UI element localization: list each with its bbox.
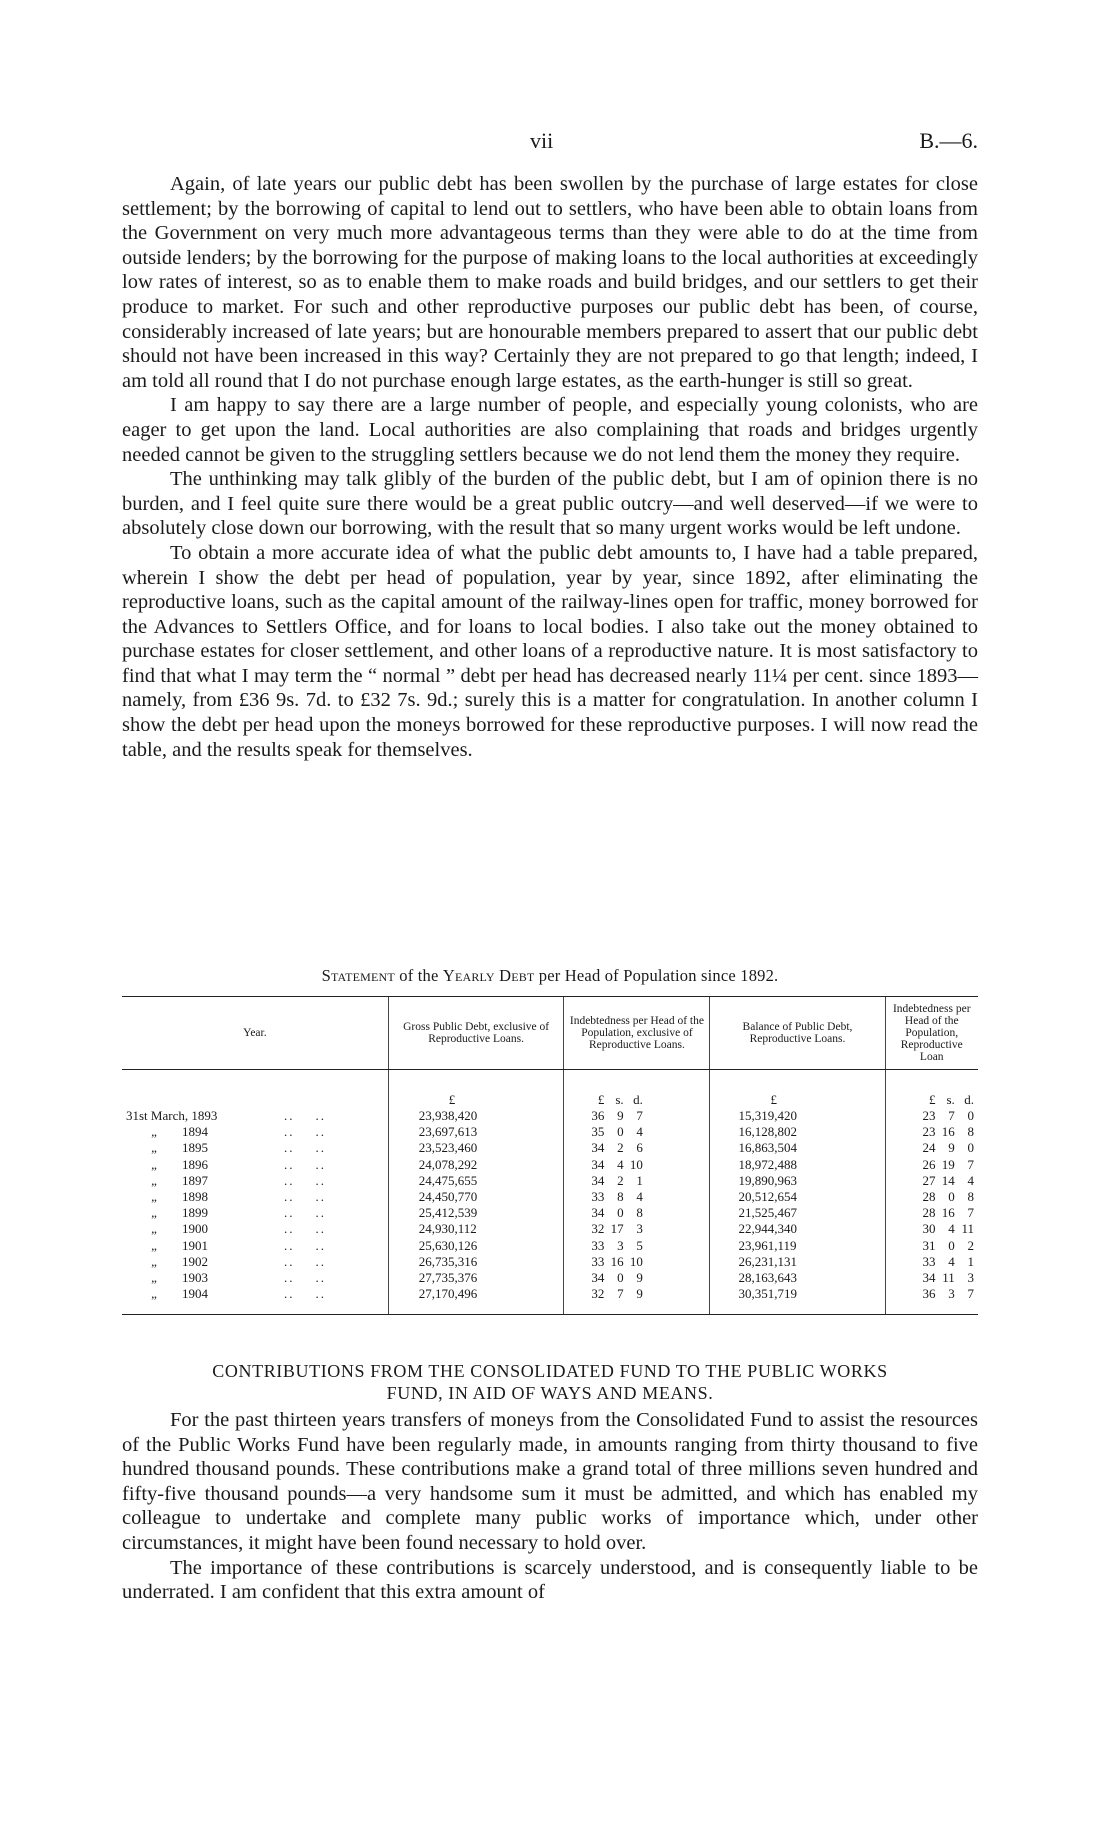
table-units-row [122, 1092, 978, 1108]
cell-indebtedness-reproductive: 30 4 11 [885, 1221, 978, 1237]
cell-year: „ 1903 .. .. [151, 1269, 326, 1285]
table-row [122, 1270, 978, 1286]
cell-balance: 16,128,802 [710, 1124, 885, 1140]
table-row [122, 1108, 978, 1124]
cell-indebtedness-reproductive: 28 0 8 [885, 1189, 978, 1205]
cell-indebtedness: 33 3 5 [564, 1238, 710, 1254]
table-header-row [122, 997, 978, 1070]
section-heading: CONTRIBUTIONS FROM THE CONSOLIDATED FUND TO THE PUBLIC WORKS FUND, IN AID OF WAYS AND MEANS. [212, 1361, 888, 1403]
column-header-indebtedness-reproductive: Indebtedness per Head of the Population, Reproductive Loan [885, 997, 978, 1070]
cell-gross-debt: 24,450,770 [388, 1189, 564, 1205]
cell-balance: 26,231,131 [710, 1254, 885, 1270]
cell-balance: 30,351,719 [710, 1286, 885, 1315]
cell-gross-debt: 23,697,613 [388, 1124, 564, 1140]
cell-balance: 19,890,963 [710, 1173, 885, 1189]
cell-indebtedness: 33 16 10 [564, 1254, 710, 1270]
page-number: vii [530, 128, 554, 153]
cell-balance: 23,961,119 [710, 1238, 885, 1254]
cell-indebtedness-reproductive: 34 11 3 [885, 1270, 978, 1286]
unit-label: £ [710, 1092, 885, 1108]
cell-indebtedness: 33 8 4 [564, 1189, 710, 1205]
table-caption: Statement of the Yearly Debt per Head of Population since 1892. [321, 966, 779, 985]
cell-indebtedness: 34 0 8 [564, 1205, 710, 1221]
body-text [122, 172, 978, 762]
table-row [122, 1254, 978, 1270]
cell-gross-debt: 23,938,420 [388, 1108, 564, 1124]
cell-indebtedness: 32 7 9 [564, 1286, 710, 1315]
cell-balance: 20,512,654 [710, 1189, 885, 1205]
cell-gross-debt: 27,170,496 [388, 1286, 564, 1315]
cell-gross-debt: 25,630,126 [388, 1238, 564, 1254]
cell-gross-debt: 23,523,460 [388, 1140, 564, 1156]
cell-indebtedness-reproductive: 31 0 2 [885, 1238, 978, 1254]
cell-year: „ 1897 .. .. [151, 1172, 326, 1188]
cell-balance: 21,525,467 [710, 1205, 885, 1221]
paragraph: I am happy to say there are a large number of people, and especially young colonists, who are eager to get upon the land. Local authorities are also complaining that roads and bridges urgently needed cannot be given to the struggling settlers because we do not lend them the money they require. [122, 394, 978, 466]
cell-gross-debt: 27,735,376 [388, 1270, 564, 1286]
paragraph: For the past thirteen years transfers of moneys from the Consolidated Fund to assist the resources of the Public Works Fund have been regularly made, in amounts ranging from thirty thousand to five hundred thousand pounds. These contributions make a grand total of three millions seven hundred and fifty-five thousand pounds—a very handsome sum it must be admitted, and which has enabled my colleague to undertake and complete many public works of importance which, under other circumstances, it might have been found necessary to hold over. [122, 1409, 978, 1554]
column-header-balance: Balance of Public Debt, Reproductive Loans. [710, 997, 885, 1070]
cell-year: „ 1899 .. .. [151, 1205, 326, 1221]
cell-gross-debt: 26,735,316 [388, 1254, 564, 1270]
cell-year: „ 1896 .. .. [151, 1156, 326, 1172]
cell-year: „ 1895 .. .. [151, 1140, 326, 1156]
table-row [122, 1221, 978, 1237]
cell-balance: 18,972,488 [710, 1157, 885, 1173]
debt-table [122, 996, 978, 1315]
cell-year: „ 1898 .. .. [151, 1189, 326, 1205]
unit-label: £ [388, 1092, 564, 1108]
cell-year: „ 1904 .. .. [122, 1286, 388, 1315]
cell-gross-debt: 24,475,655 [388, 1173, 564, 1189]
cell-gross-debt: 24,930,112 [388, 1221, 564, 1237]
paragraph: The importance of these contributions is scarcely understood, and is consequently liable to be underrated. I am confident that this extra amount of [122, 1556, 978, 1604]
unit-label: £ s. d. [885, 1092, 978, 1108]
table-row [122, 1238, 978, 1254]
cell-gross-debt: 24,078,292 [388, 1157, 564, 1173]
cell-indebtedness: 34 4 10 [564, 1157, 710, 1173]
cell-balance: 15,319,420 [710, 1108, 885, 1124]
cell-indebtedness-reproductive: 33 4 1 [885, 1254, 978, 1270]
cell-indebtedness-reproductive: 26 19 7 [885, 1157, 978, 1173]
unit-label: £ s. d. [564, 1092, 710, 1108]
cell-year: 31st March, 1893 .. .. [126, 1108, 326, 1124]
cell-balance: 28,163,643 [710, 1270, 885, 1286]
cell-year: „ 1901 .. .. [151, 1237, 326, 1253]
table-row [122, 1140, 978, 1156]
cell-balance: 16,863,504 [710, 1140, 885, 1156]
cell-indebtedness-reproductive: 24 9 0 [885, 1140, 978, 1156]
cell-indebtedness-reproductive: 23 16 8 [885, 1124, 978, 1140]
table-row [122, 1124, 978, 1140]
cell-indebtedness-reproductive: 27 14 4 [885, 1173, 978, 1189]
cell-indebtedness: 36 9 7 [564, 1108, 710, 1124]
table-row [122, 1157, 978, 1173]
table-row [122, 1189, 978, 1205]
paragraph: To obtain a more accurate idea of what the public debt amounts to, I have had a table prepared, wherein I show the debt per head of population, year by year, since 1892, after eliminating the reproductive loans, such as the capital amount of the railway-lines open for traffic, money borrowed for the Advances to Settlers Office, and for loans to local bodies. I also take out the money obtained to purchase estates for closer settlement, and other loans of a reproductive nature. It is most satisfactory to find that what I may term the “ normal ” debt per head has decreased nearly 11¼ per cent. since 1893—namely, from £36 9s. 7d. to £32 7s. 9d.; surely this is a matter for congratulation. In another column I show the debt per head upon the moneys borrowed for these reproductive purposes. I will now read the table, and the results speak for themselves. [122, 541, 978, 761]
cell-year: „ 1900 .. .. [151, 1221, 326, 1237]
cell-indebtedness: 34 2 6 [564, 1140, 710, 1156]
cell-year: „ 1894 .. .. [151, 1124, 326, 1140]
paragraph: Again, of late years our public debt has been swollen by the purchase of large estates for close settlement; by the borrowing of capital to lend out to settlers, who have been able to obtain loans from the Government on very much more advantageous terms than they were able to do at the time from outside lenders; by the borrowing for the purpose of making loans to the local authorities at exceedingly low rates of interest, so as to enable them to make roads and build bridges, and our settlers to get their produce to market. For such and other reproductive purposes our public debt has been, of course, considerably increased of late years; but are honourable members prepared to assert that our public debt should not have been increased in this way? Certainly they are not prepared to go that length; indeed, I am told all round that I do not purchase enough large estates, as the earth-hunger is still so great. [122, 173, 978, 392]
page-header [0, 128, 1114, 158]
cell-indebtedness-reproductive: 36 3 7 [885, 1286, 978, 1315]
document-reference: B.—6. [919, 128, 978, 153]
table-row [122, 1173, 978, 1189]
column-header-year: Year. [122, 997, 388, 1070]
table-spacer-row [122, 1070, 978, 1093]
paragraph: The unthinking may talk glibly of the burden of the public debt, but I am of opinion there is no burden, and I feel quite sure there would be a great public outcry—and well deserved—if we were to absolutely close down our borrowing, with the result that so many urgent works would be left undone. [122, 468, 978, 540]
table-row [122, 1205, 978, 1221]
column-header-gross-debt: Gross Public Debt, exclusive of Reproductive Loans. [388, 997, 564, 1070]
column-header-indebtedness: Indebtedness per Head of the Population, exclusive of Reproductive Loans. [564, 997, 710, 1070]
section-body-text [122, 1408, 978, 1605]
cell-indebtedness: 35 0 4 [564, 1124, 710, 1140]
cell-indebtedness: 32 17 3 [564, 1221, 710, 1237]
cell-gross-debt: 25,412,539 [388, 1205, 564, 1221]
cell-year: „ 1902 .. .. [151, 1253, 326, 1269]
cell-indebtedness: 34 2 1 [564, 1173, 710, 1189]
table-row [122, 1286, 978, 1315]
cell-balance: 22,944,340 [710, 1221, 885, 1237]
cell-indebtedness: 34 0 9 [564, 1270, 710, 1286]
cell-indebtedness-reproductive: 28 16 7 [885, 1205, 978, 1221]
cell-indebtedness-reproductive: 23 7 0 [885, 1108, 978, 1124]
